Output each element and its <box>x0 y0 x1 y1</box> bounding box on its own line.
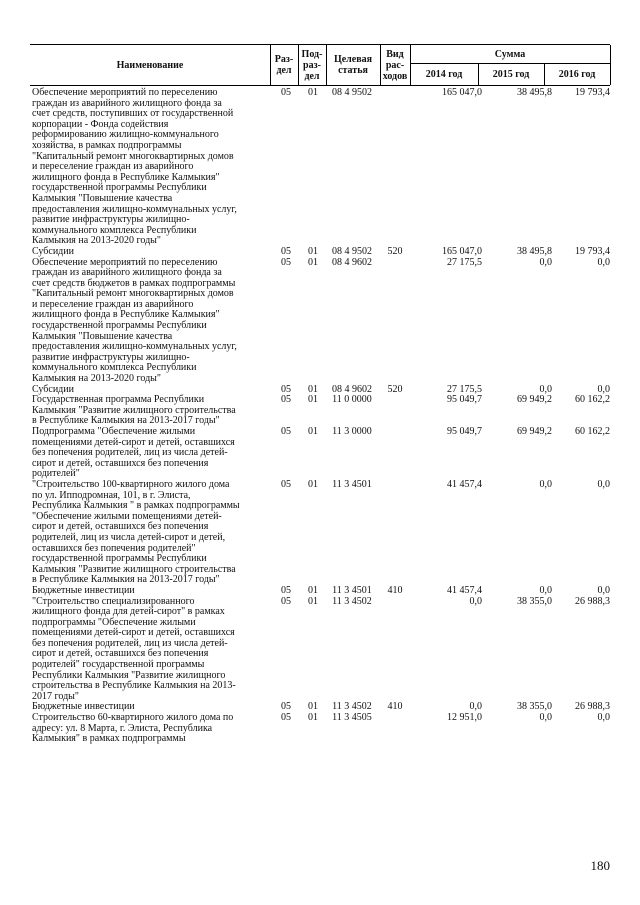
row-razdel: 05 <box>281 595 291 607</box>
row-razdel: 05 <box>281 394 291 406</box>
row-vid: 520 <box>387 383 403 395</box>
row-target: 11 0 0000 <box>332 394 372 406</box>
row-name: Обеспечение мероприятий по переселению граждан из аварийного жилищного фонда за счет средств, поступивших от государственной корпорации - Фонда содействия реформированию жилищно-коммунального хозяйства, в рамках подпрограммы "Капитальный ремонт многоквартирных домов и переселение граждан из аварийного жилищного фонда в Республике Калмыкия" государственной программы Республики Калмыкия "Повышение качества предоставления жилищно-коммунальных услуг, развитие инфраструктуры жилищно- коммунального комплекса Республики Калмыкия на 2013-2020 годы" <box>32 87 237 247</box>
row-2014: 95 049,7 <box>447 394 482 406</box>
row-2016: 19 793,4 <box>575 245 610 257</box>
row-2015: 38 355,0 <box>517 701 552 713</box>
row-podrazdel: 01 <box>308 256 318 268</box>
row-2015: 38 495,8 <box>517 245 552 257</box>
row-2016: 60 162,2 <box>575 394 610 406</box>
table-row <box>30 427 610 480</box>
row-podrazdel: 01 <box>308 245 318 257</box>
table-row <box>30 597 610 703</box>
header-2016: 2016 год <box>558 68 596 80</box>
table-header <box>30 44 610 86</box>
table-body <box>30 88 610 745</box>
row-2014: 0,0 <box>469 595 482 607</box>
row-2016: 19 793,4 <box>575 87 610 98</box>
row-target: 11 3 4502 <box>332 595 372 607</box>
row-target: 11 3 4501 <box>332 478 372 490</box>
header-podrazdel: Под- раз- дел <box>301 48 323 82</box>
row-2016: 26 988,3 <box>575 595 610 607</box>
row-name: Подпрограмма "Обеспечение жилыми помещениями детей-сирот и детей, оставшихся без попечения родителей, лиц из числа детей- сирот и детей, оставшихся без попечения родителей" <box>32 426 235 480</box>
table-row <box>30 586 610 597</box>
row-razdel: 05 <box>281 478 291 490</box>
table-row <box>30 258 610 385</box>
header-sum: Сумма <box>410 45 610 64</box>
table-row <box>30 480 610 586</box>
row-name: Обеспечение мероприятий по переселению граждан из аварийного жилищного фонда за счет средств бюджетов в рамках подпрограммы "Капитальный ремонт многоквартирных домов и переселение граждан из аварийного жилищного фонда в Республике Калмыкия" государственной программы Республики Калмыкия "Повышение качества предоставления жилищно-коммунальных услуг, развитие инфраструктуры жилищно- коммунального комплекса Республики Калмыкия на 2013-2020 годы" <box>32 256 237 385</box>
row-target: 11 3 0000 <box>332 426 372 437</box>
row-razdel: 05 <box>281 256 291 268</box>
header-target: Целевая статья <box>333 54 373 76</box>
row-podrazdel: 01 <box>308 426 318 437</box>
row-target: 08 4 9502 <box>332 245 372 257</box>
row-2015: 38 495,8 <box>517 87 552 98</box>
table-row <box>30 247 610 258</box>
row-2014: 41 457,4 <box>447 478 482 490</box>
row-2015: 69 949,2 <box>517 426 552 437</box>
header-2014: 2014 год <box>425 68 463 80</box>
row-razdel: 05 <box>281 701 291 713</box>
row-razdel: 05 <box>281 426 291 437</box>
row-target: 11 3 4502 <box>332 701 372 713</box>
row-2016: 0,0 <box>597 383 610 395</box>
row-2016: 26 988,3 <box>575 701 610 713</box>
row-2015: 0,0 <box>539 478 552 490</box>
row-razdel: 05 <box>281 383 291 395</box>
row-2015: 69 949,2 <box>517 394 552 406</box>
row-podrazdel: 01 <box>308 478 318 490</box>
table-row <box>30 713 610 745</box>
row-2014: 41 457,4 <box>447 584 482 596</box>
row-name: Субсидии <box>32 383 74 395</box>
row-2014: 165 047,0 <box>442 245 482 257</box>
row-vid: 520 <box>387 245 403 257</box>
row-2016: 60 162,2 <box>575 426 610 437</box>
row-name: Бюджетные инвестиции <box>32 584 135 596</box>
row-name: Государственная программа Республики Калмыкия "Развитие жилищного строительства в Республике Калмыкия на 2013-2017 годы" <box>32 394 236 427</box>
row-vid: 410 <box>387 584 403 596</box>
row-razdel: 05 <box>281 712 291 724</box>
row-podrazdel: 01 <box>308 701 318 713</box>
row-2016: 0,0 <box>597 478 610 490</box>
row-target: 11 3 4501 <box>332 584 372 596</box>
row-name: "Строительство специализированного жилищного фонда для детей-сирот" в рамках подпрограммы "Обеспечение жилыми помещениями детей-сирот и детей, оставшихся без попечения родителей, лиц из числа детей- сирот и детей, оставшихся без попечения родителей" государственной программы Республики Калмыкия "Развитие жилищного строительства в Республике Калмыкия на 2013- 2017 годы" <box>32 595 236 702</box>
header-razdel: Раз- дел <box>274 54 294 76</box>
row-podrazdel: 01 <box>308 87 318 98</box>
row-name: Бюджетные инвестиции <box>32 701 135 713</box>
row-podrazdel: 01 <box>308 394 318 406</box>
row-target: 08 4 9602 <box>332 383 372 395</box>
row-2015: 0,0 <box>539 584 552 596</box>
row-2014: 165 047,0 <box>442 87 482 98</box>
row-name: "Строительство 100-квартирного жилого дома по ул. Ипподромная, 101, в г. Элиста, Республика Калмыкия " в рамках подпрограммы "Обеспечение жилыми помещениями детей- сирот и детей, оставшихся без попечения родителей, лиц из числа детей-сирот и детей, оставшихся без попечения родителей" государственной программы Республики Калмыкия "Развитие жилищного строительства в Республике Калмыкия на 2013-2017 годы" <box>32 478 240 586</box>
budget-table <box>30 44 610 745</box>
row-2016: 0,0 <box>597 256 610 268</box>
row-podrazdel: 01 <box>308 584 318 596</box>
row-name: Субсидии <box>32 245 74 257</box>
row-podrazdel: 01 <box>308 712 318 724</box>
table-row <box>30 395 610 427</box>
row-podrazdel: 01 <box>308 383 318 395</box>
header-name: Наименование <box>116 59 184 71</box>
row-razdel: 05 <box>281 87 291 98</box>
header-2015: 2015 год <box>492 68 530 80</box>
row-name: Строительство 60-квартирного жилого дома по адресу: ул. 8 Марта, г. Элиста, Республика Калмыкия" в рамках подпрограммы <box>32 712 234 745</box>
row-2014: 0,0 <box>469 701 482 713</box>
row-2016: 0,0 <box>597 584 610 596</box>
row-2014: 27 175,5 <box>447 256 482 268</box>
row-2015: 0,0 <box>539 712 552 724</box>
header-vid: Вид рас- ходов <box>382 48 408 82</box>
row-razdel: 05 <box>281 584 291 596</box>
row-razdel: 05 <box>281 245 291 257</box>
row-2014: 95 049,7 <box>447 426 482 437</box>
row-2014: 12 951,0 <box>447 712 482 724</box>
row-2015: 0,0 <box>539 383 552 395</box>
row-2015: 0,0 <box>539 256 552 268</box>
page-number: 180 <box>590 858 610 873</box>
row-2014: 27 175,5 <box>447 383 482 395</box>
row-2016: 0,0 <box>597 712 610 724</box>
row-vid: 410 <box>387 701 403 713</box>
row-target: 11 3 4505 <box>332 712 372 724</box>
row-target: 08 4 9602 <box>332 256 372 268</box>
table-row <box>30 88 610 247</box>
row-podrazdel: 01 <box>308 595 318 607</box>
row-target: 08 4 9502 <box>332 87 372 98</box>
row-2015: 38 355,0 <box>517 595 552 607</box>
